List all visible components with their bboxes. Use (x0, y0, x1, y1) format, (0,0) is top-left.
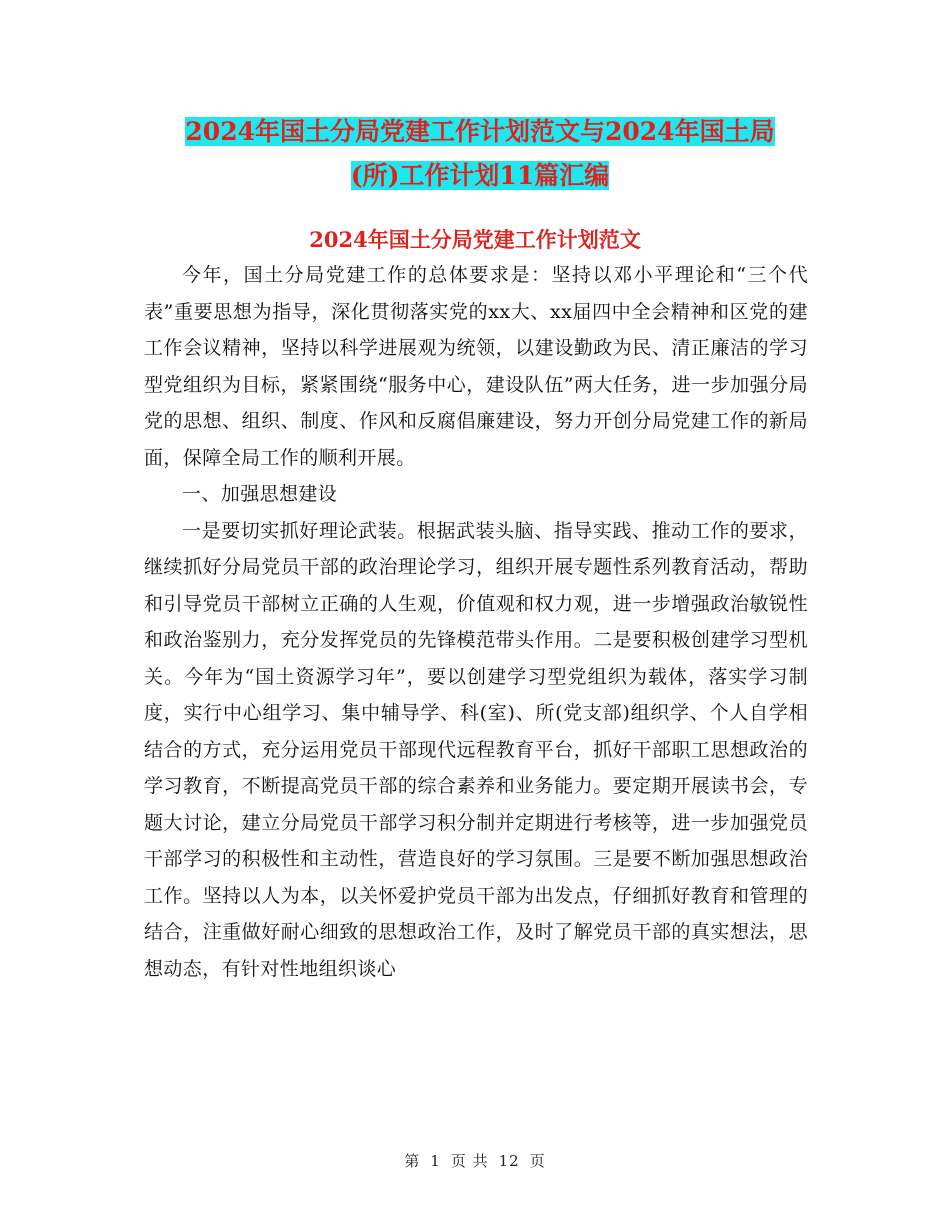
footer-page-number: 1 (430, 1152, 441, 1170)
page-footer (0, 1150, 950, 1171)
footer-suffix: 页 (529, 1152, 546, 1170)
document-title-line-2 (140, 152, 820, 200)
paragraph-heading: 一、加强思想建设 (182, 483, 338, 505)
paragraph-intro: 今年，国土分局党建工作的总体要求是：坚持以邓小平理论和“三个代表”重要思想为指导，深化贯彻落实党的xx大、xx届四中全会精神和区党的建工作会议精神，坚持以科学进展观为统领，以建设勤政为民、清正廉洁的学习型党组织为目标，紧紧围绕“服务中心，建设队伍”两大任务，进一步加强分局党的思想、组织、制度、作风和反腐倡廉建设，努力开创分局党建工作的新局面，保障全局工作的顺利开展。 (144, 264, 808, 469)
section-title: 2024年国土分局党建工作计划范文 (309, 227, 641, 252)
footer-middle: 页 共 (450, 1152, 489, 1170)
document-body (144, 257, 808, 987)
title-highlight-2: (所)工作计划11篇汇编 (350, 161, 610, 190)
footer-total-pages: 12 (498, 1152, 520, 1170)
document-title-line-1 (140, 108, 820, 156)
footer-prefix: 第 (404, 1152, 421, 1170)
paragraph-main: 一是要切实抓好理论武装。根据武装头脑、指导实践、推动工作的要求，继续抓好分局党员干部的政治理论学习，组织开展专题性系列教育活动，帮助和引导党员干部树立正确的人生观，价值观和权力观，进一步增强政治敏锐性和政治鉴别力，充分发挥党员的先锋模范带头作用。二是要积极创建学习型机关。今年为“国土资源学习年”，要以创建学习型党组织为载体，落实学习制度，实行中心组学习、集中辅导学、科(室)、所(党支部)组织学、个人自学相结合的方式，充分运用党员干部现代远程教育平台，抓好干部职工思想政治的学习教育，不断提高党员干部的综合素养和业务能力。要定期开展读书会，专题大讨论，建立分局党员干部学习积分制并定期进行考核等，进一步加强党员干部学习的积极性和主动性，营造良好的学习氛围。三是要不断加强思想政治工作。坚持以人为本，以关怀爱护党员干部为出发点，仔细抓好教育和管理的结合，注重做好耐心细致的思想政治工作，及时了解党员干部的真实想法，思想动态，有针对性地组织谈心 (144, 519, 808, 980)
title-highlight-1: 2024年国土分局党建工作计划范文与2024年国土局 (185, 117, 775, 146)
